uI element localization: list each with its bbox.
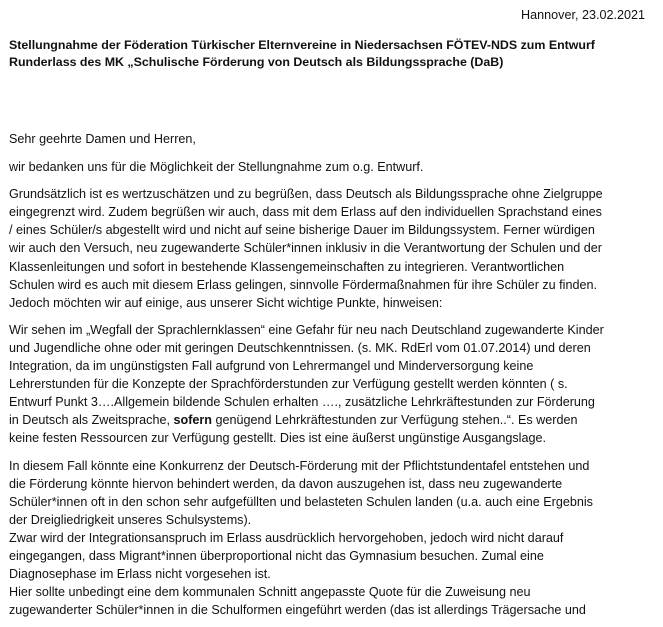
letter-body <box>9 130 659 619</box>
paragraph-1-line: eingegrenzt wird. Zudem begrüßen wir auch, dass mit dem Erlass auf den individuellen Sprachstand eines <box>9 205 602 220</box>
paragraph-3-line: die Förderung könnte hiervon behindert werden, da davon auszugehen ist, dass neu zugewanderte <box>9 476 563 491</box>
paragraph-3-line: In diesem Fall könnte eine Konkurrenz der Deutsch-Förderung mit der Pflichtstundentafel entstehen und <box>9 458 590 473</box>
paragraph-1-line: Klassenleitungen und sofort in bestehende Klassengemeinschaften zu integrieren. Verantwortlichen <box>9 259 565 274</box>
paragraph-1-line: Grundsätzlich ist es wertzuschätzen und zu begrüßen, dass Deutsch als Bildungssprache ohne Zielgruppe <box>9 187 603 202</box>
paragraph-1 <box>9 185 659 312</box>
title-line-2: Runderlass des MK „Schulische Förderung von Deutsch als Bildungssprache (DaB) <box>9 55 504 69</box>
paragraph-2-line: Entwurf Punkt 3….Allgemein bildende Schulen erhalten …., zusätzliche Lehrkräftestunden zur Förderung <box>9 395 595 410</box>
emphasis-word: sofern <box>173 413 212 428</box>
paragraph-1-line: Schulen wird es auch mit diesem Erlass gelingen, sinnvolle Fördermaßnahmen für ihre Schüler zu finden. <box>9 277 597 292</box>
paragraph-2-line: und Jugendliche ohne oder mit geringen Deutschkenntnissen. (s. MK. RdErl vom 01.07.2014) und deren <box>9 340 591 355</box>
paragraph-3-line: der Dreigliedrigkeit unseres Schulsystems). <box>9 512 252 527</box>
paragraph-3 <box>9 457 659 620</box>
paragraph-3-line: Schüler*innen oft in den schon sehr aufgefüllten und belasteten Schulen landen (u.a. auch eine Ergebnis <box>9 494 593 509</box>
intro-paragraph: wir bedanken uns für die Möglichkeit der Stellungnahme zum o.g. Entwurf. <box>9 160 424 175</box>
paragraph-2-line: Lehrerstunden für die Konzepte der Sprachförderstunden zur Verfügung gestellt werden könnten ( s. <box>9 377 568 392</box>
paragraph-2-line: Wir sehen im „Wegfall der Sprachlernklassen“ eine Gefahr für neu nach Deutschland zugewanderte Kinder <box>9 322 604 337</box>
paragraph-3-line: Diagnosephase im Erlass nicht vorgesehen ist. <box>9 567 271 582</box>
paragraph-1-line: Jedoch möchten wir auf einige, aus unserer Sicht wichtige Punkte, hinweisen: <box>9 295 443 310</box>
paragraph-1-line: / eines Schüler/s abgestellt wird und nicht auf seine bisherige Dauer im Bildungssystem. Ferner würdigen <box>9 223 595 238</box>
paragraph-3-line: Zwar wird der Integrationsanspruch im Erlass ausdrücklich hervorgehoben, jedoch wird nicht darauf <box>9 530 564 545</box>
paragraph-2-line: Integration, da im ungünstigsten Fall aufgrund von Lehrermangel und Minderversorgung keine <box>9 359 534 374</box>
paragraph-3-line: zugewanderter Schüler*innen in die Schulformen eingeführt werden (das ist allerdings Trägersache und <box>9 603 586 618</box>
paragraph-2-line-emphasis <box>9 411 659 429</box>
salutation: Sehr geehrte Damen und Herren, <box>9 132 196 146</box>
paragraph-2 <box>9 321 659 448</box>
emphasis-prefix: in Deutsch als Zweitsprache, <box>9 413 174 428</box>
paragraph-3-line: Hier sollte unbedingt eine dem kommunalen Schnitt angepasste Quote für die Zuweisung neu <box>9 585 531 600</box>
title-line-1: Stellungnahme der Föderation Türkischer Elternvereine in Niedersachsen FÖTEV-NDS zum Entwurf <box>9 38 595 52</box>
letter-date: Hannover, 23.02.2021 <box>521 8 645 22</box>
letter-title <box>9 37 659 71</box>
paragraph-3-line: eingegangen, dass Migrant*innen überproportional nicht das Gymnasium besuchen. Zumal eine <box>9 548 544 563</box>
paragraph-2-line: keine festen Ressourcen zur Verfügung gestellt. Dies ist eine äußerst ungünstige Ausgangslage. <box>9 431 546 446</box>
paragraph-1-line: wir auch den Versuch, neu zugewanderte Schüler*innen inklusiv in die Verantwortung der Schulen und der <box>9 241 602 256</box>
emphasis-suffix: genügend Lehrkräftestunden zur Verfügung stehen..“. Es werden <box>212 413 578 428</box>
